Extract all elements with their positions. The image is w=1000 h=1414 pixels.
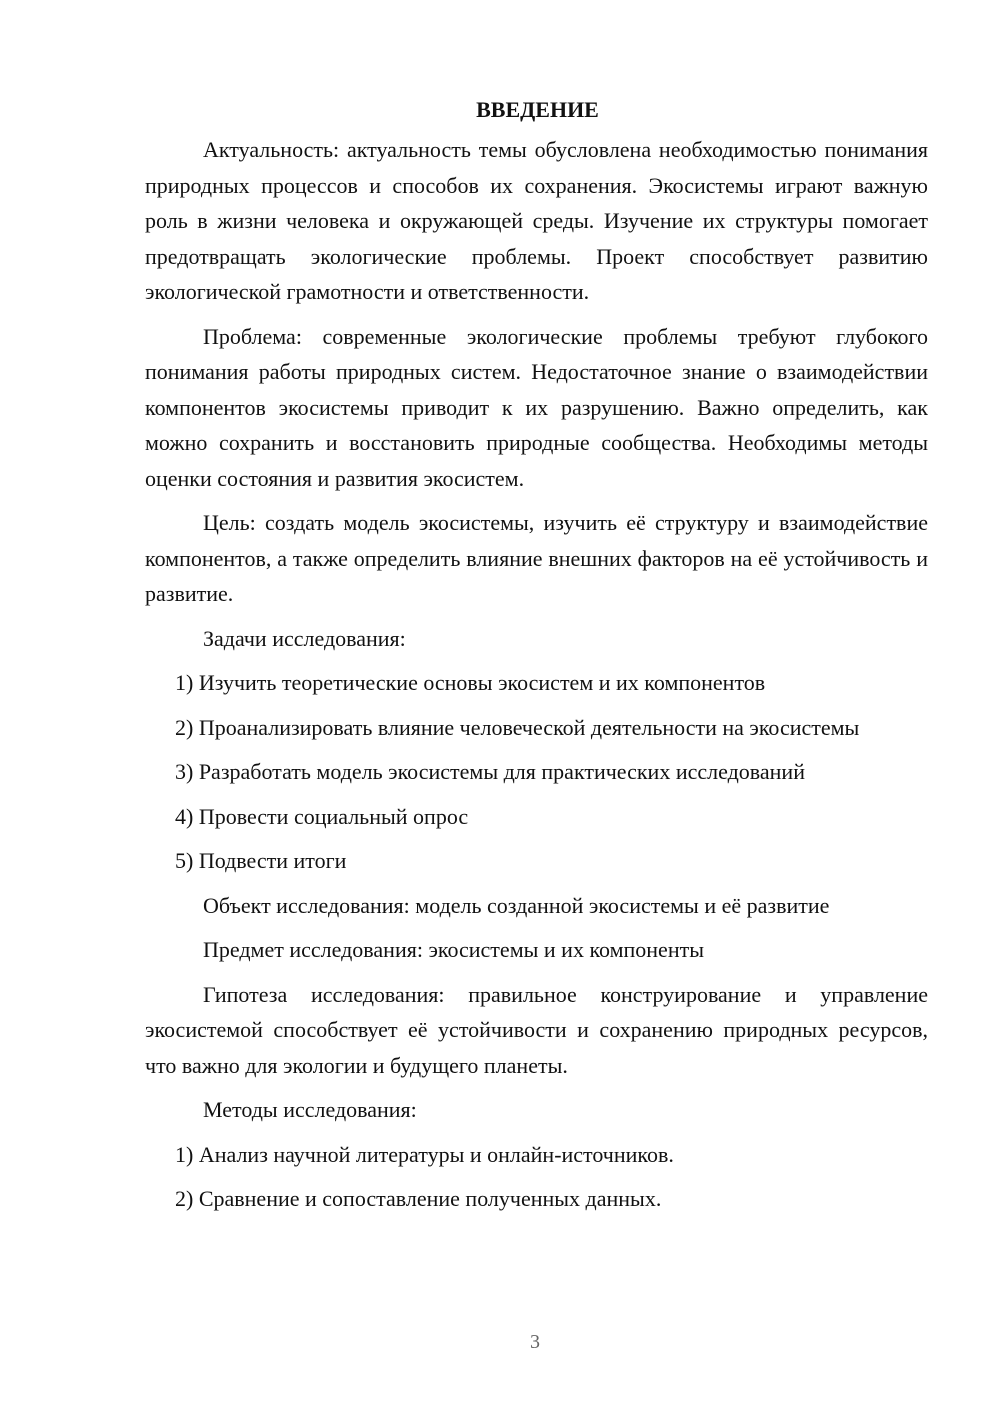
tasks-heading: Задачи исследования: — [203, 625, 406, 651]
task-item-4: 4) Провести социальный опрос — [175, 803, 469, 829]
page-number: 3 — [530, 1331, 540, 1353]
method-item-2: 2) Сравнение и сопоставление полученных данных. — [175, 1186, 662, 1211]
problem-paragraph: Проблема: современные экологические проблемы требуют глубокого понимания работы природных систем. Недостаточное знание о взаимодействии компонентов экосистемы приводит к их разрушению. Важно определить, как можно сохранить и восстановить природные сообщества. Необходимы методы оценки состояния и развития экосистем. — [145, 323, 928, 491]
method-item-1: 1) Анализ научной литературы и онлайн-источников. — [175, 1141, 674, 1167]
subject-paragraph: Предмет исследования: экосистемы и их компоненты — [203, 937, 704, 962]
relevance-paragraph: Актуальность: актуальность темы обусловлена необходимостью понимания природных процессов и способов их сохранения. Экосистемы играют важную роль в жизни человека и окружающей среды. Изучение их структуры помогает предотвращать экологические проблемы. Проект способствует развитию экологической грамотности и ответственности. — [145, 137, 928, 304]
methods-heading: Методы исследования: — [203, 1097, 417, 1122]
task-item-1: 1) Изучить теоретические основы экосистем и их компонентов — [175, 670, 766, 695]
task-item-2: 2) Проанализировать влияние человеческой деятельности на экосистемы — [175, 714, 860, 740]
task-item-5: 5) Подвести итоги — [175, 848, 347, 873]
object-paragraph: Объект исследования: модель созданной экосистемы и её развитие — [203, 892, 830, 918]
section-title: ВВЕДЕНИЕ — [476, 97, 599, 122]
page-content — [145, 92, 928, 1217]
goal-paragraph: Цель: создать модель экосистемы, изучить её структуру и взаимодействие компонентов, а также определить влияние внешних факторов на её устойчивость и развитие. — [145, 510, 928, 606]
task-item-3: 3) Разработать модель экосистемы для практических исследований — [175, 759, 805, 784]
hypothesis-paragraph: Гипотеза исследования: правильное конструирование и управление экосистемой способствует её устойчивости и сохранению природных ресурсов, что важно для экологии и будущего планеты. — [145, 981, 928, 1078]
